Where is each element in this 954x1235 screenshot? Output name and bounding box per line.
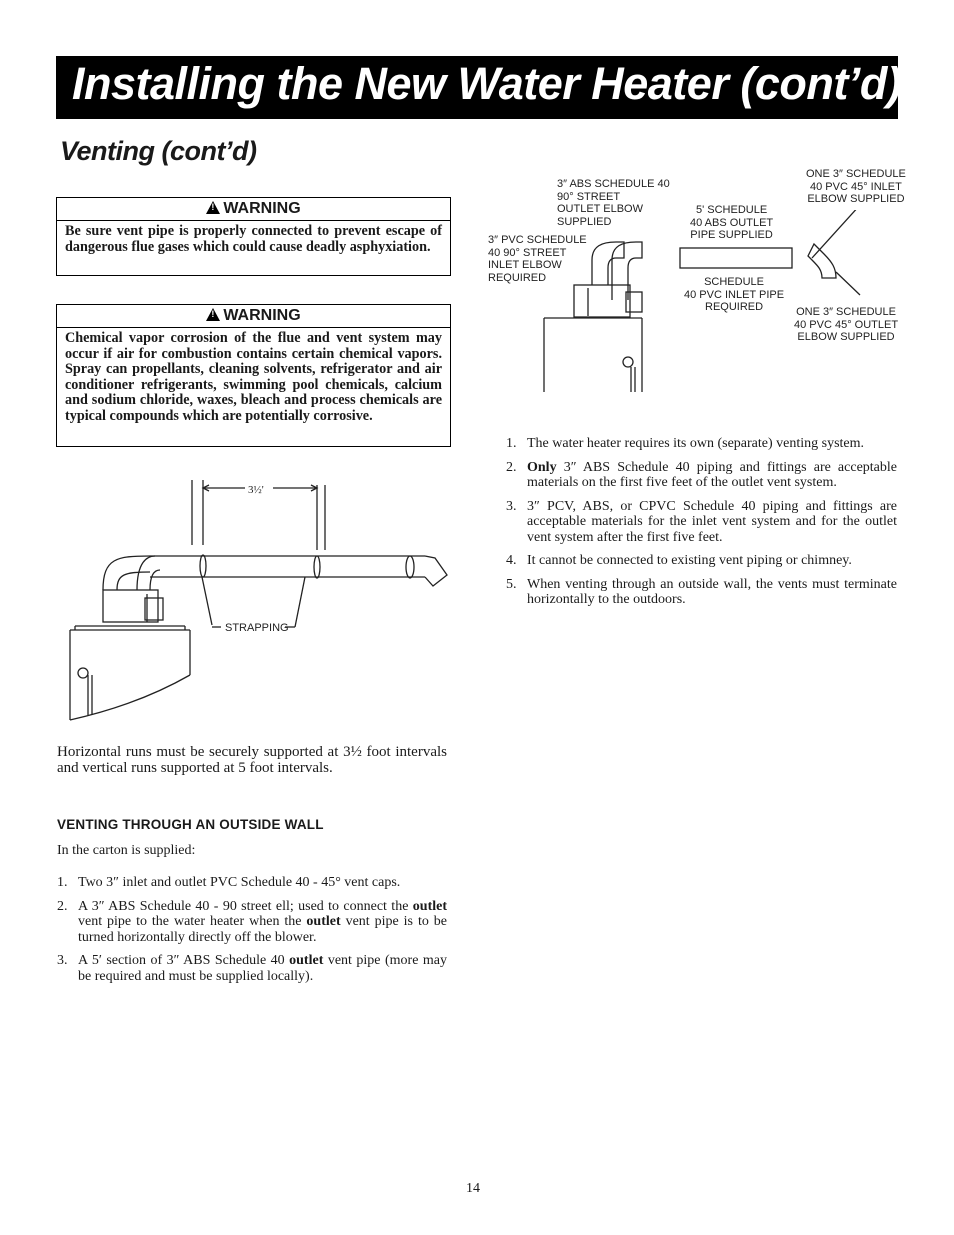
list-number: 1. — [57, 875, 68, 890]
list-number: 4. — [506, 553, 517, 568]
list-number: 3. — [57, 953, 68, 968]
warning-box-corrosion — [56, 304, 451, 447]
horizontal-vent-diagram — [55, 470, 455, 725]
page-title: Installing the New Water Heater (cont’d) — [72, 58, 902, 109]
section-title: Venting (cont’d) — [60, 136, 257, 166]
list-text: vent pipe is to be turned horizontally directly off the blower. — [78, 914, 447, 945]
subsection-heading: VENTING THROUGH AN OUTSIDE WALL — [57, 817, 324, 832]
list-item — [57, 875, 447, 891]
list-text: It cannot be connected to existing vent piping or chimney. — [527, 553, 852, 568]
list-text: Two 3″ inlet and outlet PVC Schedule 40 - 45° vent caps. — [78, 875, 401, 890]
venting-requirements-list — [506, 436, 897, 608]
support-interval-text: Horizontal runs must be securely supported at 3½ foot intervals and vertical runs supported at 5 foot intervals. — [57, 744, 447, 776]
warning-heading — [57, 305, 450, 328]
warning-heading-text: WARNING — [223, 307, 301, 324]
list-text: vent pipe to the water heater when the — [78, 914, 307, 929]
bold-term: outlet — [306, 914, 341, 929]
list-item — [57, 899, 447, 946]
bold-term: Only — [527, 459, 557, 475]
warning-text: Chemical vapor corrosion of the flue and vent system may occur if air for combustion contains certain chemical vapors. Spray can propellants, cleaning solvents, refrigerator and air conditioner refrigerants, swimming pool chemicals, calcium and sodium chloride, waxes, bleach and process chemicals are typical compounds which are potentially corrosive. — [65, 330, 442, 424]
outlet-pipe-label: 5' SCHEDULE 40 ABS OUTLET PIPE SUPPLIED — [690, 204, 774, 241]
list-item — [506, 499, 897, 546]
list-text: When venting through an outside wall, the vents must terminate horizontally to the outdoors. — [527, 576, 897, 607]
pvc-inlet-elbow-label: 3″ PVC SCHEDULE 40 90° STREET INLET ELBOW REQUIRED — [488, 234, 587, 284]
list-text: A 5′ section of 3″ ABS Schedule 40 — [78, 953, 290, 968]
list-number: 3. — [506, 498, 517, 514]
list-text: 3″ ABS Schedule 40 piping and fittings are acceptable materials on the first five feet of the outlet vent system. — [527, 459, 897, 490]
list-item — [57, 953, 447, 984]
list-text: vent pipe (more may be required and must be supplied locally). — [78, 953, 447, 984]
outlet-45-elbow-label: ONE 3″ SCHEDULE 40 PVC 45° OUTLET ELBOW SUPPLIED — [794, 306, 899, 343]
abs-outlet-elbow-label: 3″ ABS SCHEDULE 40 90° STREET OUTLET ELBOW SUPPLIED — [557, 178, 670, 228]
carton-intro: In the carton is supplied: — [57, 843, 196, 858]
list-number: 1. — [506, 436, 517, 451]
inlet-45-elbow-label: ONE 3″ SCHEDULE 40 PVC 45° INLET ELBOW SUPPLIED — [806, 168, 906, 205]
bold-term: outlet — [289, 953, 324, 968]
warning-box-vent — [56, 197, 451, 276]
carton-items-list — [57, 875, 447, 984]
list-text: 3″ PCV, ABS, or CPVC Schedule 40 piping and fittings are acceptable materials for the inlet vent system and for the outlet vent system after the first five feet. — [527, 498, 897, 545]
list-number: 2. — [506, 459, 517, 475]
list-item — [506, 436, 897, 452]
list-item — [506, 553, 897, 569]
list-text: A 3″ ABS Schedule 40 - 90 street ell; used to connect the — [78, 898, 413, 914]
strapping-label: STRAPPING — [225, 622, 289, 634]
warning-heading — [57, 198, 450, 221]
warning-icon — [206, 308, 220, 321]
warning-heading-text: WARNING — [223, 200, 301, 217]
list-number: 2. — [57, 898, 68, 914]
inlet-pipe-label: SCHEDULE 40 PVC INLET PIPE REQUIRED — [684, 276, 785, 313]
list-item — [506, 460, 897, 491]
bold-term: outlet — [412, 898, 447, 914]
warning-text: Be sure vent pipe is properly connected to prevent escape of dangerous flue gases which could cause deadly asphyxiation. — [65, 223, 442, 255]
list-number: 5. — [506, 576, 517, 592]
list-item — [506, 577, 897, 608]
page-header-banner — [56, 56, 902, 119]
list-text: The water heater requires its own (separate) venting system. — [527, 436, 865, 451]
dimension-label: 3½' — [248, 484, 264, 496]
page-number: 14 — [466, 1181, 480, 1196]
warning-icon — [206, 201, 220, 214]
